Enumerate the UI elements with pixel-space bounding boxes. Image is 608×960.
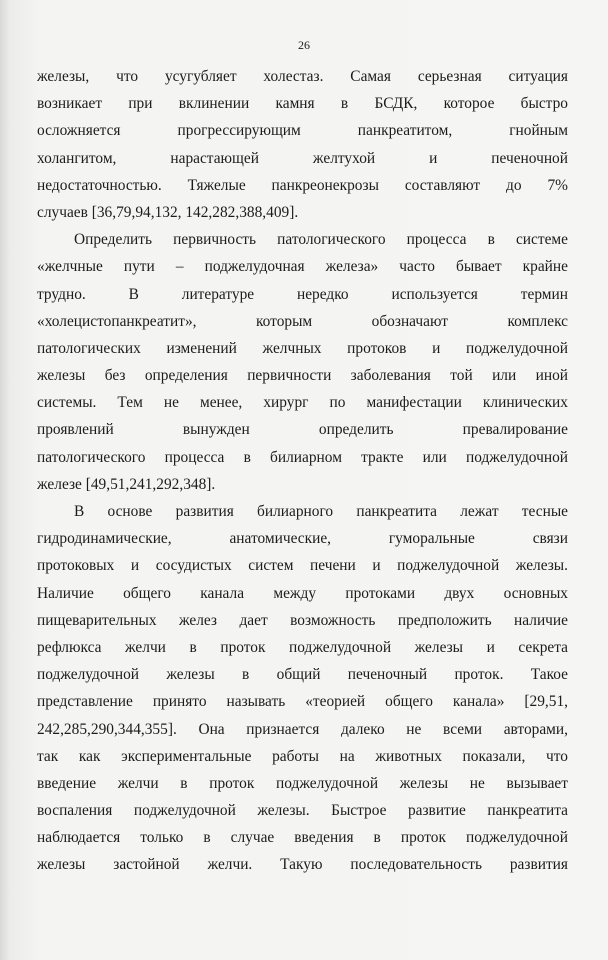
text-line: введение желчи в проток поджелудочной железы не вызывает (37, 774, 568, 792)
text-line: случаев [36,79,94,132, 142,282,388,409]. (37, 203, 299, 221)
text-line: наблюдается только в случае введения в проток поджелудочной (37, 829, 568, 847)
text-line: патологических изменений желчных протоков и поджелудочной (37, 339, 568, 357)
text-line: железы без определения первичности заболевания той или иной (37, 367, 568, 385)
text-line: проявлений вынужден определить превалирование (37, 421, 568, 439)
text-line: железы застойной желчи. Такую последовательность развития (37, 856, 568, 874)
text-line: воспаления поджелудочной железы. Быстрое развитие панкреатита (37, 802, 568, 820)
text-line: 242,285,290,344,355]. Она признается далеко не всеми авторами, (37, 720, 568, 738)
text-line: Определить первичность патологического процесса в системе (74, 231, 568, 249)
text-line: осложняется прогрессирующим панкреатитом, гнойным (37, 122, 568, 140)
body-text (37, 63, 568, 879)
text-line: рефлюкса желчи в проток поджелудочной железы и секрета (37, 638, 568, 656)
text-line: пищеварительных желез дает возможность предположить наличие (37, 611, 568, 629)
paragraph (37, 63, 568, 226)
text-line: возникает при вклинении камня в БСДК, которое быстро (37, 95, 568, 113)
text-line: поджелудочной железы в общий печеночный проток. Такое (37, 666, 568, 684)
text-line: «желчные пути – поджелудочная железа» часто бывает крайне (37, 258, 568, 276)
text-line: В основе развития билиарного панкреатита лежат тесные (74, 503, 568, 520)
text-line: железе [49,51,241,292,348]. (37, 475, 216, 493)
text-line: так как экспериментальные работы на животных показали, что (37, 747, 568, 765)
text-line: протоковых и сосудистых систем печени и поджелудочной железы. (37, 557, 568, 575)
text-line: «холецистопанкреатит», которым обозначают комплекс (37, 312, 568, 330)
text-line: железы, что усугубляет холестаз. Самая серьезная ситуация (37, 68, 568, 85)
text-line: представление принято называть «теорией общего канала» [29,51, (37, 693, 568, 711)
text-line: патологического процесса в билиарном тракте или поджелудочной (37, 448, 568, 466)
paragraph (37, 226, 568, 498)
text-line: системы. Тем не менее, хирург по манифестации клинических (37, 394, 568, 412)
text-line: Наличие общего канала между протоками двух основных (37, 584, 568, 602)
paragraph (37, 498, 568, 879)
text-line: гидродинамические, анатомические, гуморальные связи (37, 530, 568, 548)
text-line: трудно. В литературе нередко используется термин (37, 285, 568, 303)
text-line: недостаточностью. Тяжелые панкреонекрозы составляют до 7% (37, 176, 568, 194)
text-line: холангитом, нарастающей желтухой и печеночной (37, 149, 568, 167)
page-number: 26 (298, 38, 310, 52)
